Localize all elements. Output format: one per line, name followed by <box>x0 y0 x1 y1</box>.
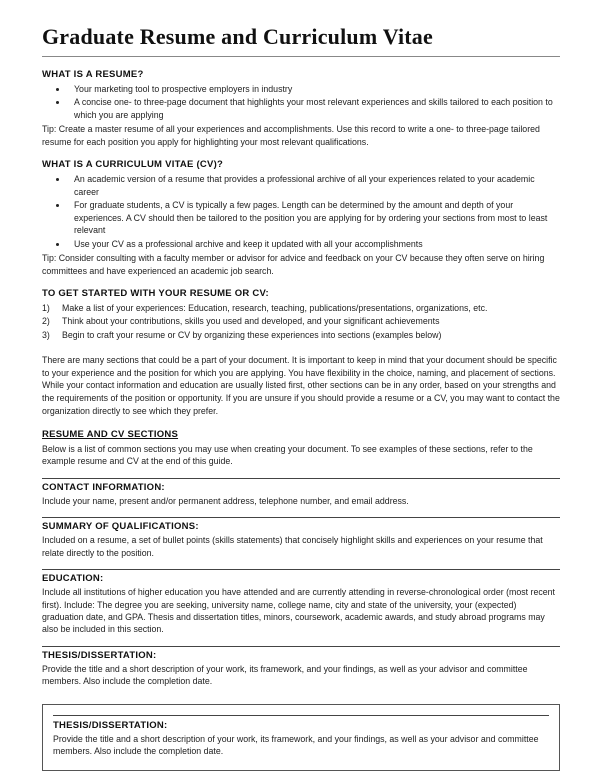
section-divider <box>42 478 560 479</box>
entry-body: Provide the title and a short description of your work, its framework, and your findings, as well as your advisor and committee members. Also include the completion date. <box>42 663 528 687</box>
item-number: 3) <box>42 329 50 340</box>
bullet-item: • A concise one- to three-page document that highlights your most relevant experiences and skills tailored to each position to which you are applying <box>68 96 560 121</box>
section-resume-cv-sections <box>42 429 560 468</box>
section-what-is-cv <box>42 159 560 277</box>
title-divider <box>42 56 560 57</box>
entry-body: Include all institutions of higher education you have attended and are currently attending in reverse-chronological order (most recent first). Include: The degree you are seeking, university name, college name, city and state of the university, your (expected) graduation date, and GPA. Thesis and dissertation titles, minors, coursework, academic awards, and study abroad programs may also be included in this section. <box>42 587 555 635</box>
section-divider <box>42 646 560 647</box>
entry-heading: EDUCATION: <box>42 573 104 585</box>
item-number: 2) <box>42 316 50 327</box>
tip-text: Tip: Consider consulting with a faculty member or advisor for advice and feedback on your CV because they often serve on hiring committees and have experienced an academic job search. <box>42 253 545 276</box>
entry-heading: THESIS/DISSERTATION: <box>53 719 168 731</box>
entry-education <box>42 573 560 636</box>
entry-heading: THESIS/DISSERTATION: <box>42 649 157 661</box>
entry-heading: SUMMARY OF QUALIFICATIONS: <box>42 521 199 533</box>
numbered-item <box>42 329 560 342</box>
entry-thesis-dissertation <box>42 650 560 688</box>
section-what-is-resume <box>42 69 560 148</box>
bullet-item: • Your marketing tool to prospective employers in industry <box>68 83 560 95</box>
item-text: Make a list of your experiences: Education, research, teaching, publications/presentations, organizations, etc. <box>62 303 488 314</box>
item-text: Think about your contributions, skills you used and developed, and your significant achievements <box>62 316 440 327</box>
entry-heading: CONTACT INFORMATION: <box>42 481 165 493</box>
section-body: Below is a list of common sections you may use when creating your document. To see examples of these sections, refer to the example resume and CV at the end of this guide. <box>42 443 533 467</box>
section-heading: TO GET STARTED WITH YOUR RESUME OR CV: <box>42 288 269 300</box>
numbered-item <box>42 315 560 328</box>
item-number: 1) <box>42 303 50 314</box>
section-divider <box>42 569 560 570</box>
entry-body: Provide the title and a short description of your work, its framework, and your findings, as well as your advisor and committee members. Also include the completion date. <box>53 733 539 757</box>
item-text: Begin to craft your resume or CV by organizing these experiences into sections (examples below) <box>62 329 442 340</box>
entry-body: Included on a resume, a set of bullet points (skills statements) that concisely highlight skills and experiences on your resume that relate directly to the position. <box>42 535 543 558</box>
boxed-thesis-dissertation <box>42 704 560 771</box>
section-divider <box>53 715 549 716</box>
section-heading: WHAT IS A RESUME? <box>42 69 144 80</box>
bullet-item: • For graduate students, a CV is typically a few pages. Length can be determined by the amount and depth of your experiences. A CV should then be tailored to the position you are applying for by ordering your sections from most to least relevant <box>68 199 560 236</box>
entry-body: Include your name, present and/or permanent address, telephone number, and email address. <box>42 495 409 506</box>
section-get-started <box>42 288 560 342</box>
section-heading: RESUME AND CV SECTIONS <box>42 428 179 440</box>
bullet-item: • An academic version of a resume that provides a professional archive of all your experiences related to your academic career <box>68 173 560 198</box>
tip-text: Tip: Create a master resume of all your experiences and accomplishments. Use this record to write a one- to three-page tailored resume for each position you apply for highlighting your most relevant qualifications. <box>42 124 540 147</box>
section-divider <box>42 517 560 518</box>
section-heading: WHAT IS A CURRICULUM VITAE (CV)? <box>42 159 224 171</box>
entry-summary-of-qualifications <box>42 521 560 559</box>
overview-paragraph: There are many sections that could be a part of your document. It is important to keep in mind that your document should be specific to your experience and the position for which you are applying. You have flexibility in the choice, naming, and placement of sections. While your contact information and education are usually listed first, other sections can be in any order, based on your strengths and the requirements of the position or opportunity. If you are unsure if you should provide a resume or a CV, you may want to contact the organization directly to see which they prefer. <box>42 354 560 416</box>
numbered-item <box>42 302 560 315</box>
bullet-list <box>42 173 560 250</box>
bullet-item: • Use your CV as a professional archive and keep it updated with all your accomplishments <box>68 238 560 250</box>
bullet-list <box>42 83 560 121</box>
entry-contact-information <box>42 482 560 507</box>
page-title: Graduate Resume and Curriculum Vitae <box>42 24 433 49</box>
